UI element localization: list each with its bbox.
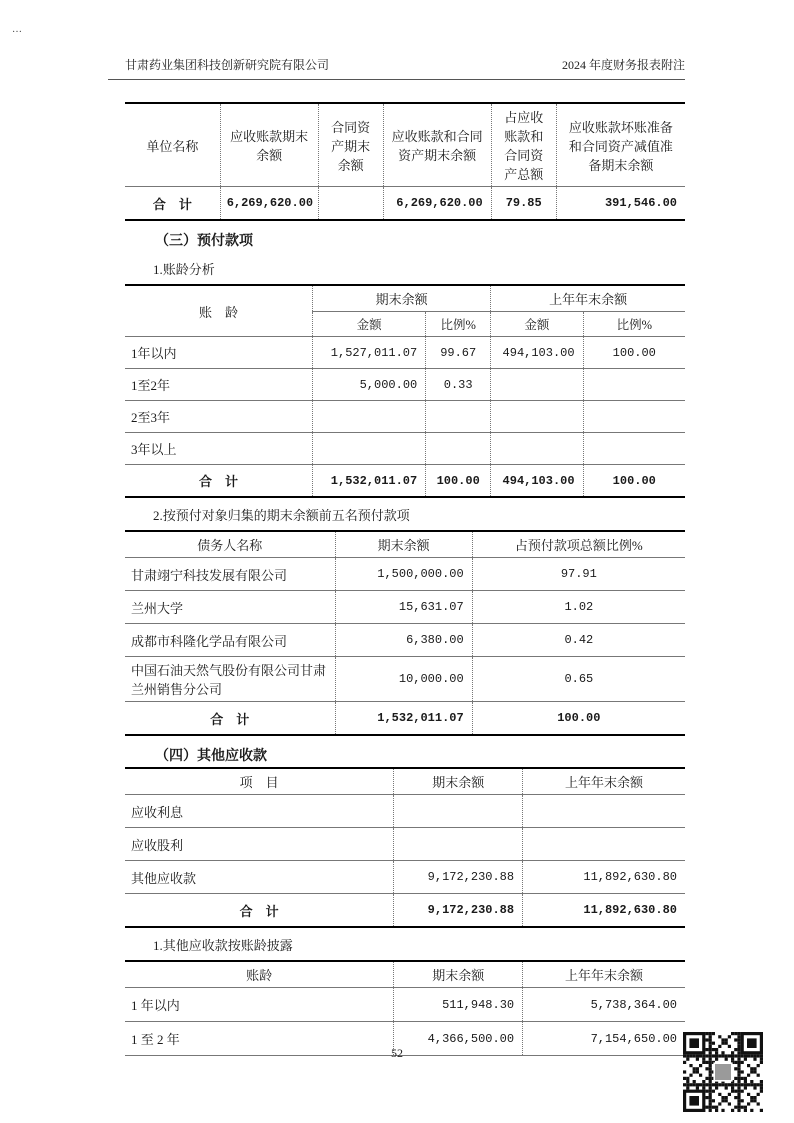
- amount-cell: [394, 828, 523, 861]
- percent-cell: [426, 433, 491, 465]
- amount-cell: [523, 795, 685, 828]
- amount-cell: 391,546.00: [556, 187, 685, 221]
- col-header: 占应收账款和合同资产总额: [491, 103, 556, 187]
- amount-cell: 15,631.07: [335, 591, 472, 624]
- row-label: 2至3年: [125, 401, 313, 433]
- total-row: [125, 465, 685, 498]
- percent-cell: [583, 433, 685, 465]
- table-row: [125, 369, 685, 401]
- table-row: [125, 337, 685, 369]
- row-label: 合 计: [125, 702, 335, 736]
- prepayments-top5-table: [125, 530, 685, 736]
- col-header: 应收账款期末余额: [220, 103, 318, 187]
- report-title: 2024 年度财务报表附注: [561, 58, 685, 72]
- page-number: 52: [391, 1046, 403, 1060]
- col-header: 账龄: [125, 961, 394, 988]
- col-header: 上年年末余额: [523, 768, 685, 795]
- amount-cell: 9,172,230.88: [394, 894, 523, 928]
- table-header-row: [125, 768, 685, 795]
- amount-cell: 6,269,620.00: [220, 187, 318, 221]
- amount-cell: [313, 433, 426, 465]
- row-label: 其他应收款: [125, 861, 394, 894]
- col-group-header: 上年年末余额: [491, 285, 685, 312]
- amount-cell: 10,000.00: [335, 657, 472, 702]
- other-receivables-aging-table: [125, 960, 685, 1056]
- table-row: [125, 795, 685, 828]
- row-label: 成都市科隆化学品有限公司: [125, 624, 335, 657]
- amount-cell: 1,527,011.07: [313, 337, 426, 369]
- table-row: [125, 558, 685, 591]
- amount-cell: 9,172,230.88: [394, 861, 523, 894]
- row-label: 1 至 2 年: [125, 1022, 394, 1056]
- col-header: 比例%: [426, 312, 491, 337]
- col-header: 金额: [313, 312, 426, 337]
- col-header: 债务人名称: [125, 531, 335, 558]
- amount-cell: 11,892,630.80: [523, 861, 685, 894]
- amount-cell: 1,532,011.07: [313, 465, 426, 498]
- col-header: 单位名称: [125, 103, 220, 187]
- amount-cell: [318, 187, 383, 221]
- total-row: [125, 187, 685, 221]
- row-label: 合 计: [125, 187, 220, 221]
- row-label: 3年以上: [125, 433, 313, 465]
- amount-cell: [523, 828, 685, 861]
- amount-cell: [394, 795, 523, 828]
- row-label: 兰州大学: [125, 591, 335, 624]
- percent-cell: 100.00: [583, 337, 685, 369]
- amount-cell: 6,269,620.00: [383, 187, 491, 221]
- percent-cell: 1.02: [472, 591, 685, 624]
- subsection-aging-analysis: 1.账龄分析: [153, 262, 215, 277]
- amount-cell: [313, 401, 426, 433]
- total-row: [125, 894, 685, 928]
- percent-cell: [426, 401, 491, 433]
- amount-cell: 1,532,011.07: [335, 702, 472, 736]
- section-title-prepayments: （三）预付款项: [155, 234, 253, 249]
- percent-cell: 0.65: [472, 657, 685, 702]
- percent-cell: 100.00: [472, 702, 685, 736]
- row-label: 1 年以内: [125, 988, 394, 1022]
- percent-cell: 0.33: [426, 369, 491, 401]
- col-header: 项 目: [125, 768, 394, 795]
- table-header-row: [125, 103, 685, 187]
- row-label: 1年以内: [125, 337, 313, 369]
- amount-cell: 1,500,000.00: [335, 558, 472, 591]
- amount-cell: 11,892,630.80: [523, 894, 685, 928]
- col-header: 金额: [491, 312, 583, 337]
- amount-cell: 6,380.00: [335, 624, 472, 657]
- percent-cell: 100.00: [426, 465, 491, 498]
- percent-cell: 99.67: [426, 337, 491, 369]
- col-header: 合同资产期末余额: [318, 103, 383, 187]
- total-row: [125, 702, 685, 736]
- corner-mark: …: [12, 24, 23, 35]
- section-title-other-receivables: （四）其他应收款: [155, 749, 267, 764]
- percent-cell: 100.00: [583, 465, 685, 498]
- table-row: [125, 401, 685, 433]
- table-header-row: [125, 531, 685, 558]
- qr-code-icon: [683, 1032, 763, 1112]
- amount-cell: [491, 433, 583, 465]
- amount-cell: 7,154,650.00: [523, 1022, 685, 1056]
- amount-cell: 4,366,500.00: [394, 1022, 523, 1056]
- amount-cell: [491, 369, 583, 401]
- col-header: 期末余额: [394, 961, 523, 988]
- amount-cell: 494,103.00: [491, 465, 583, 498]
- col-group-header: 期末余额: [313, 285, 491, 312]
- col-header: 应收账款坏账准备和合同资产减值准备期末余额: [556, 103, 685, 187]
- col-header: 占预付款项总额比例%: [472, 531, 685, 558]
- row-label: 应收利息: [125, 795, 394, 828]
- table-row: [125, 657, 685, 702]
- col-header: 期末余额: [335, 531, 472, 558]
- amount-cell: [491, 401, 583, 433]
- company-name: 甘肃药业集团科技创新研究院有限公司: [125, 58, 330, 72]
- subsection-other-receivables-aging: 1.其他应收款按账龄披露: [153, 938, 293, 953]
- table-header-row: [125, 961, 685, 988]
- row-label: 应收股利: [125, 828, 394, 861]
- col-header: 应收账款和合同资产期末余额: [383, 103, 491, 187]
- page-header: [108, 0, 685, 80]
- row-label: 合 计: [125, 894, 394, 928]
- col-header: 比例%: [583, 312, 685, 337]
- amount-cell: 511,948.30: [394, 988, 523, 1022]
- percent-cell: 0.42: [472, 624, 685, 657]
- percent-cell: 79.85: [491, 187, 556, 221]
- table-row: [125, 433, 685, 465]
- table-row: [125, 861, 685, 894]
- table-row: [125, 988, 685, 1022]
- percent-cell: [583, 401, 685, 433]
- row-label: 甘肃翊宁科技发展有限公司: [125, 558, 335, 591]
- receivables-contract-assets-summary-table: [125, 102, 685, 221]
- col-header: 账 龄: [125, 285, 313, 337]
- table-row: [125, 828, 685, 861]
- percent-cell: 97.91: [472, 558, 685, 591]
- table-row: [125, 624, 685, 657]
- prepayments-aging-table: [125, 284, 685, 498]
- percent-cell: [583, 369, 685, 401]
- table-header-row: [125, 285, 685, 312]
- subsection-top5-prepayments: 2.按预付对象归集的期末余额前五名预付款项: [153, 508, 410, 523]
- table-row: [125, 591, 685, 624]
- amount-cell: 5,738,364.00: [523, 988, 685, 1022]
- col-header: 上年年末余额: [523, 961, 685, 988]
- row-label: 合 计: [125, 465, 313, 498]
- other-receivables-table: [125, 767, 685, 928]
- amount-cell: 494,103.00: [491, 337, 583, 369]
- col-header: 期末余额: [394, 768, 523, 795]
- row-label: 中国石油天然气股份有限公司甘肃兰州销售分公司: [125, 657, 335, 702]
- amount-cell: 5,000.00: [313, 369, 426, 401]
- row-label: 1至2年: [125, 369, 313, 401]
